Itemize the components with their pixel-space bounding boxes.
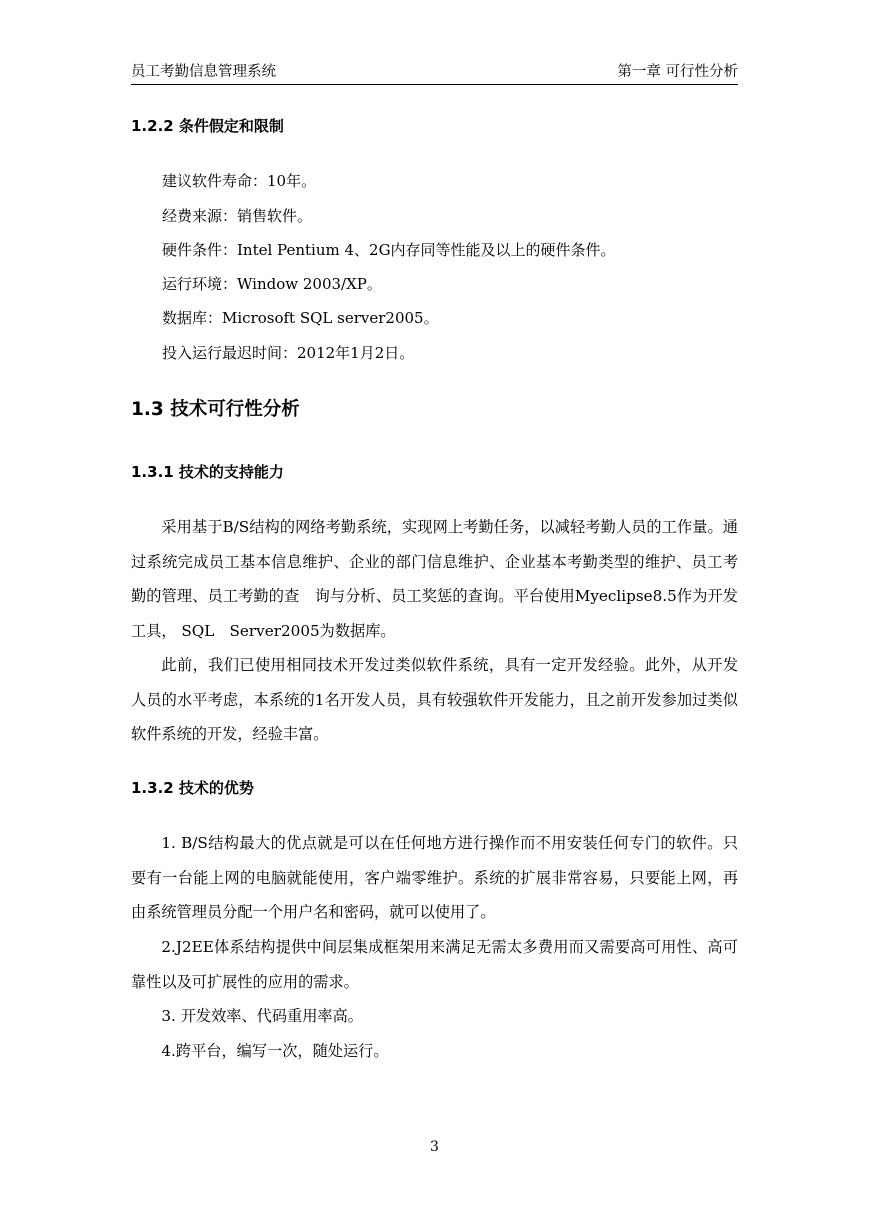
condition-item-database: 数据库：Microsoft SQL server2005。 bbox=[162, 309, 439, 327]
condition-item-lifespan: 建议软件寿命：10年。 bbox=[162, 172, 317, 190]
paragraph-support-2: 此前，我们已使用相同技术开发过类似软件系统，具有一定开发经验。此外，从开发人员的水平考虑，本系统的1名开发人员，具有较强软件开发能力，且之前开发参加过类似软件系统的开发，经验丰富。 bbox=[131, 656, 738, 743]
condition-item-deadline: 投入运行最迟时间：2012年1月2日。 bbox=[162, 344, 415, 362]
condition-item-environment: 运行环境：Window 2003/XP。 bbox=[162, 275, 382, 293]
heading-1-3-2: 1.3.2 技术的优势 bbox=[131, 779, 254, 797]
condition-item-funding: 经费来源：销售软件。 bbox=[162, 207, 313, 225]
header-document-title: 员工考勤信息管理系统 bbox=[131, 64, 276, 80]
paragraph-advantage-1: 1. B/S结构最大的优点就是可以在任何地方进行操作而不用安装任何专门的软件。只要有一台能上网的电脑就能使用，客户端零维护。系统的扩展非常容易，只要能上网，再由系统管理员分配一个用户名和密码，就可以使用了。 bbox=[131, 834, 739, 921]
page-header bbox=[131, 60, 738, 85]
page-number: 3 bbox=[430, 1139, 439, 1155]
paragraph-support-1: 采用基于B/S结构的网络考勤系统，实现网上考勤任务，以减轻考勤人员的工作量。通过系统完成员工基本信息维护、企业的部门信息维护、企业基本考勤类型的维护、员工考勤的管理、员工考勤的查 询与分析、员工奖惩的查询。平台使用Myeclipse8.5作为开发工具， SQL Server2005为数据库。 bbox=[131, 518, 738, 640]
paragraph-advantage-2: 2.J2EE体系结构提供中间层集成框架用来满足无需太多费用而又需要高可用性、高可靠性以及可扩展性的应用的需求。 bbox=[131, 938, 738, 991]
heading-1-3-1: 1.3.1 技术的支持能力 bbox=[131, 463, 284, 481]
paragraph-advantage-3: 3. 开发效率、代码重用率高。 bbox=[161, 1007, 363, 1025]
header-chapter-title: 第一章 可行性分析 bbox=[617, 64, 738, 80]
condition-item-hardware: 硬件条件：Intel Pentium 4、2G内存同等性能及以上的硬件条件。 bbox=[162, 241, 616, 259]
paragraph-advantage-4: 4.跨平台，编写一次，随处运行。 bbox=[161, 1042, 389, 1060]
heading-1-2-2: 1.2.2 条件假定和限制 bbox=[131, 117, 284, 135]
heading-1-3: 1.3 技术可行性分析 bbox=[131, 399, 300, 420]
